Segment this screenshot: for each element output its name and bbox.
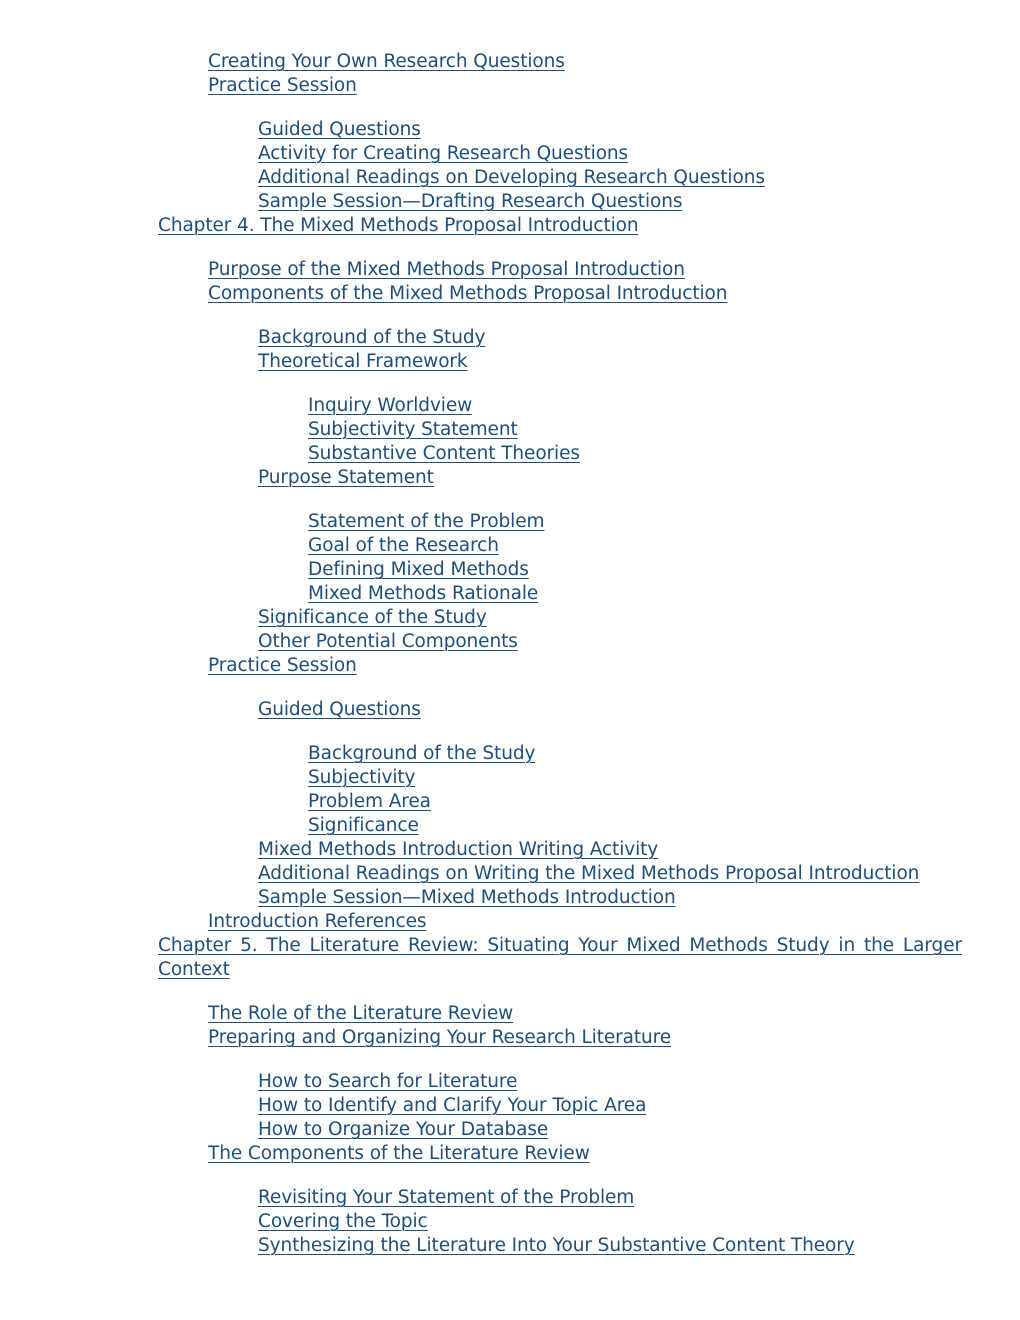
toc-link[interactable]: Components of the Mixed Methods Proposal Introduction <box>208 283 728 304</box>
toc-link[interactable]: Practice Session <box>208 655 357 676</box>
toc-link[interactable]: Significance of the Study <box>258 607 487 628</box>
toc-link[interactable]: Subjectivity <box>308 767 416 788</box>
toc-link[interactable]: Sample Session—Drafting Research Questions <box>258 191 683 212</box>
toc-link[interactable]: Significance <box>308 815 419 836</box>
toc-link[interactable]: Mixed Methods Rationale <box>308 583 539 604</box>
toc-link[interactable]: Other Potential Components <box>258 631 518 652</box>
toc-link[interactable]: Activity for Creating Research Questions <box>258 143 629 164</box>
toc-link[interactable]: Additional Readings on Writing the Mixed Methods Proposal Introduction <box>258 863 920 884</box>
toc-link[interactable]: Additional Readings on Developing Research Questions <box>258 167 765 188</box>
toc-link[interactable]: Chapter 4. The Mixed Methods Proposal Introduction <box>158 215 639 236</box>
toc-link[interactable]: Background of the Study <box>308 743 536 764</box>
table-of-contents <box>0 50 1020 1258</box>
toc-link[interactable]: Inquiry Worldview <box>308 395 473 416</box>
toc-link[interactable]: Purpose Statement <box>258 467 434 488</box>
toc-link[interactable]: Background of the Study <box>258 327 486 348</box>
toc-link[interactable]: How to Search for Literature <box>258 1071 518 1092</box>
toc-link[interactable]: How to Organize Your Database <box>258 1119 549 1140</box>
toc-link[interactable]: Defining Mixed Methods <box>308 559 529 580</box>
toc-link[interactable]: Practice Session <box>208 75 357 96</box>
toc-link[interactable]: Introduction References <box>208 911 427 932</box>
toc-link[interactable]: Creating Your Own Research Questions <box>208 51 565 72</box>
toc-link[interactable]: Chapter 5. The Literature Review: Situating Your Mixed Methods Study in the Larger Context <box>158 935 962 980</box>
toc-link[interactable]: Subjectivity Statement <box>308 419 518 440</box>
toc-link[interactable]: Problem Area <box>308 791 431 812</box>
toc-link[interactable]: The Components of the Literature Review <box>208 1143 590 1164</box>
toc-link[interactable]: Theoretical Framework <box>258 351 468 372</box>
toc-link[interactable]: Covering the Topic <box>258 1211 428 1232</box>
toc-link[interactable]: Mixed Methods Introduction Writing Activity <box>258 839 659 860</box>
toc-link[interactable]: Synthesizing the Literature Into Your Substantive Content Theory <box>258 1235 855 1256</box>
toc-link[interactable]: Statement of the Problem <box>308 511 545 532</box>
toc-link[interactable]: Substantive Content Theories <box>308 443 580 464</box>
toc-link[interactable]: Purpose of the Mixed Methods Proposal Introduction <box>208 259 685 280</box>
toc-link[interactable]: Guided Questions <box>258 119 421 140</box>
toc-link[interactable]: Sample Session—Mixed Methods Introduction <box>258 887 676 908</box>
toc-link[interactable]: Revisiting Your Statement of the Problem <box>258 1187 635 1208</box>
toc-link[interactable]: Preparing and Organizing Your Research Literature <box>208 1027 672 1048</box>
toc-link[interactable]: Goal of the Research <box>308 535 499 556</box>
toc-link[interactable]: Guided Questions <box>258 699 421 720</box>
toc-link[interactable]: How to Identify and Clarify Your Topic Area <box>258 1095 647 1116</box>
toc-link[interactable]: The Role of the Literature Review <box>208 1003 514 1024</box>
